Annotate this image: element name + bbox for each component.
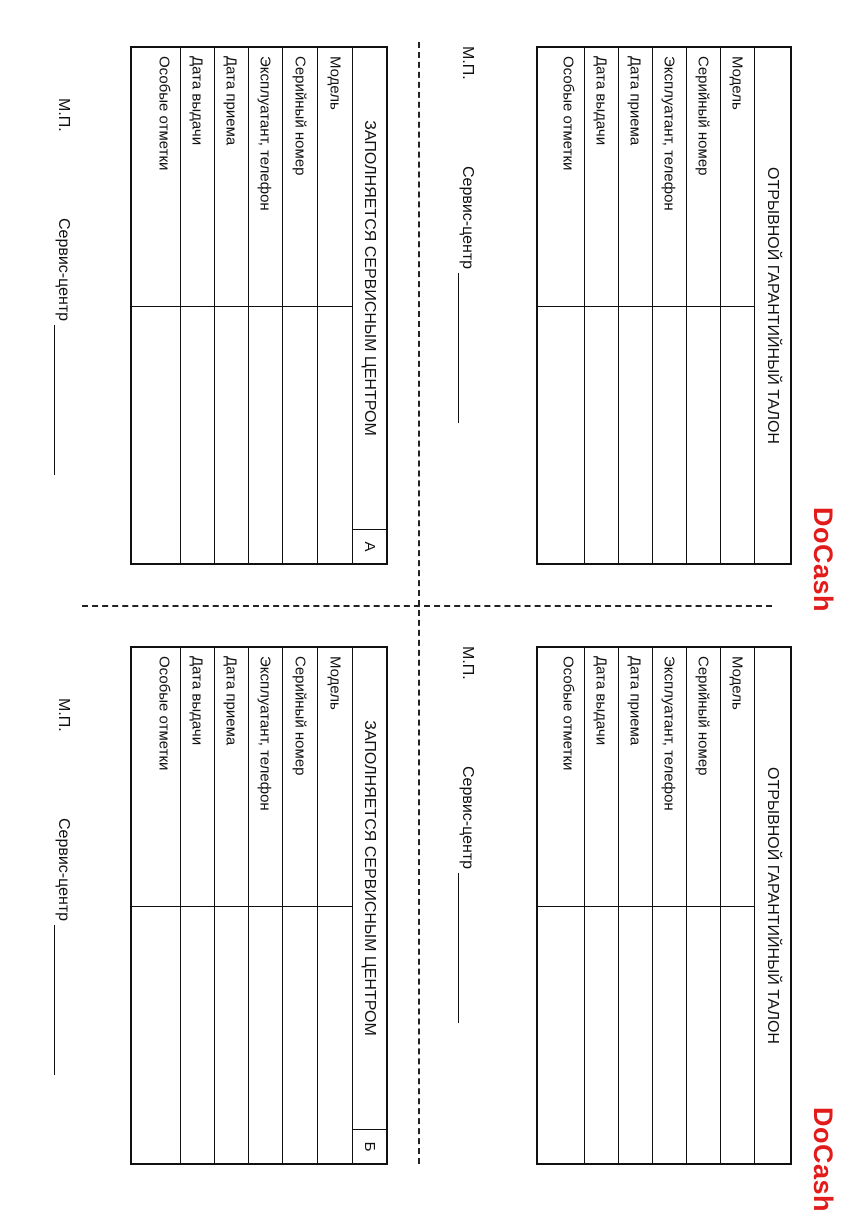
brand-logo: DoCash: [808, 506, 838, 612]
service-center-field: [458, 766, 476, 1023]
table-title-row: [352, 648, 386, 1163]
warranty-table: [536, 646, 792, 1165]
row-label: Особые отметки: [155, 56, 173, 171]
table-title: ОТРЫВНОЙ ГАРАНТИЙНЫЙ ТАЛОН: [764, 767, 782, 1044]
service-center-field: [54, 218, 72, 475]
row-owner: [652, 648, 686, 1163]
row-owner: [248, 48, 282, 563]
table-title-row: [754, 48, 790, 563]
row-accept-date: [214, 48, 248, 563]
row-label: Эксплуатант, телефон: [661, 656, 678, 811]
signature-line: [458, 873, 471, 1023]
row-label: Модель: [729, 56, 746, 110]
row-owner: [652, 48, 686, 563]
stamp-label: М.П.: [55, 698, 72, 732]
row-label: Дата приема: [627, 56, 644, 146]
service-center-field: [458, 166, 476, 423]
horizontal-cut-line: [82, 605, 772, 607]
row-label: Модель: [729, 656, 746, 710]
table-title: ЗАПОЛНЯЕТСЯ СЕРВИСНЫМ ЦЕНТРОМ: [361, 720, 379, 1036]
row-label: Особые отметки: [559, 656, 577, 771]
row-label: Эксплуатант, телефон: [257, 656, 274, 811]
row-label: Дата приема: [223, 656, 240, 746]
row-notes: [536, 648, 584, 1163]
row-model: [317, 48, 352, 563]
row-label: Серийный номер: [695, 56, 712, 176]
row-label: Серийный номер: [291, 656, 309, 776]
warranty-table: [536, 46, 792, 565]
service-center-label: Сервис-центр: [459, 766, 476, 870]
row-issue-date: [584, 48, 618, 563]
row-label: Эксплуатант, телефон: [661, 56, 678, 211]
table-title: ОТРЫВНОЙ ГАРАНТИЙНЫЙ ТАЛОН: [764, 167, 782, 444]
coupon-letter: А: [353, 529, 386, 563]
row-label: Особые отметки: [155, 656, 173, 771]
row-label: Дата выдачи: [593, 56, 610, 146]
row-issue-date: [180, 648, 214, 1163]
row-label: Дата выдачи: [189, 56, 206, 146]
signature-line: [54, 325, 67, 475]
stamp-label: М.П.: [459, 46, 476, 80]
row-serial: [686, 48, 720, 563]
service-center-label: Сервис-центр: [55, 218, 72, 322]
row-label: Особые отметки: [559, 56, 577, 171]
stamp-label: М.П.: [459, 646, 476, 680]
warranty-coupon-bottom: [418, 646, 838, 1212]
row-issue-date: [180, 48, 214, 563]
row-model: [720, 648, 754, 1163]
row-label: Дата выдачи: [593, 656, 610, 746]
service-coupon-a: [0, 46, 388, 586]
row-accept-date: [618, 48, 652, 563]
row-notes: [130, 48, 180, 563]
warranty-coupon-top: [418, 46, 838, 612]
service-table-a: [130, 46, 388, 565]
row-accept-date: [214, 648, 248, 1163]
signature-line: [54, 925, 67, 1075]
row-owner: [248, 648, 282, 1163]
row-serial: [282, 48, 317, 563]
row-serial: [282, 648, 317, 1163]
table-title: ЗАПОЛНЯЕТСЯ СЕРВИСНЫМ ЦЕНТРОМ: [361, 120, 379, 436]
row-label: Модель: [326, 56, 344, 110]
row-accept-date: [618, 648, 652, 1163]
row-issue-date: [584, 648, 618, 1163]
row-label: Дата выдачи: [189, 656, 206, 746]
brand-logo: DoCash: [808, 1106, 838, 1212]
row-label: Серийный номер: [695, 656, 712, 776]
row-notes: [130, 648, 180, 1163]
row-notes: [536, 48, 584, 563]
row-label: Серийный номер: [291, 56, 309, 176]
service-coupon-b: [0, 646, 388, 1186]
row-label: Дата приема: [223, 56, 240, 146]
service-center-label: Сервис-центр: [55, 818, 72, 922]
row-serial: [686, 648, 720, 1163]
row-model: [317, 648, 352, 1163]
table-title-row: [754, 648, 790, 1163]
stamp-label: М.П.: [55, 98, 72, 132]
row-label: Дата приема: [627, 656, 644, 746]
row-label: Эксплуатант, телефон: [257, 56, 274, 211]
coupon-letter: Б: [353, 1129, 386, 1163]
table-title-row: [352, 48, 386, 563]
signature-line: [458, 273, 471, 423]
row-model: [720, 48, 754, 563]
service-center-label: Сервис-центр: [459, 166, 476, 270]
service-center-field: [54, 818, 72, 1075]
service-table-b: [130, 646, 388, 1165]
row-label: Модель: [326, 656, 344, 710]
